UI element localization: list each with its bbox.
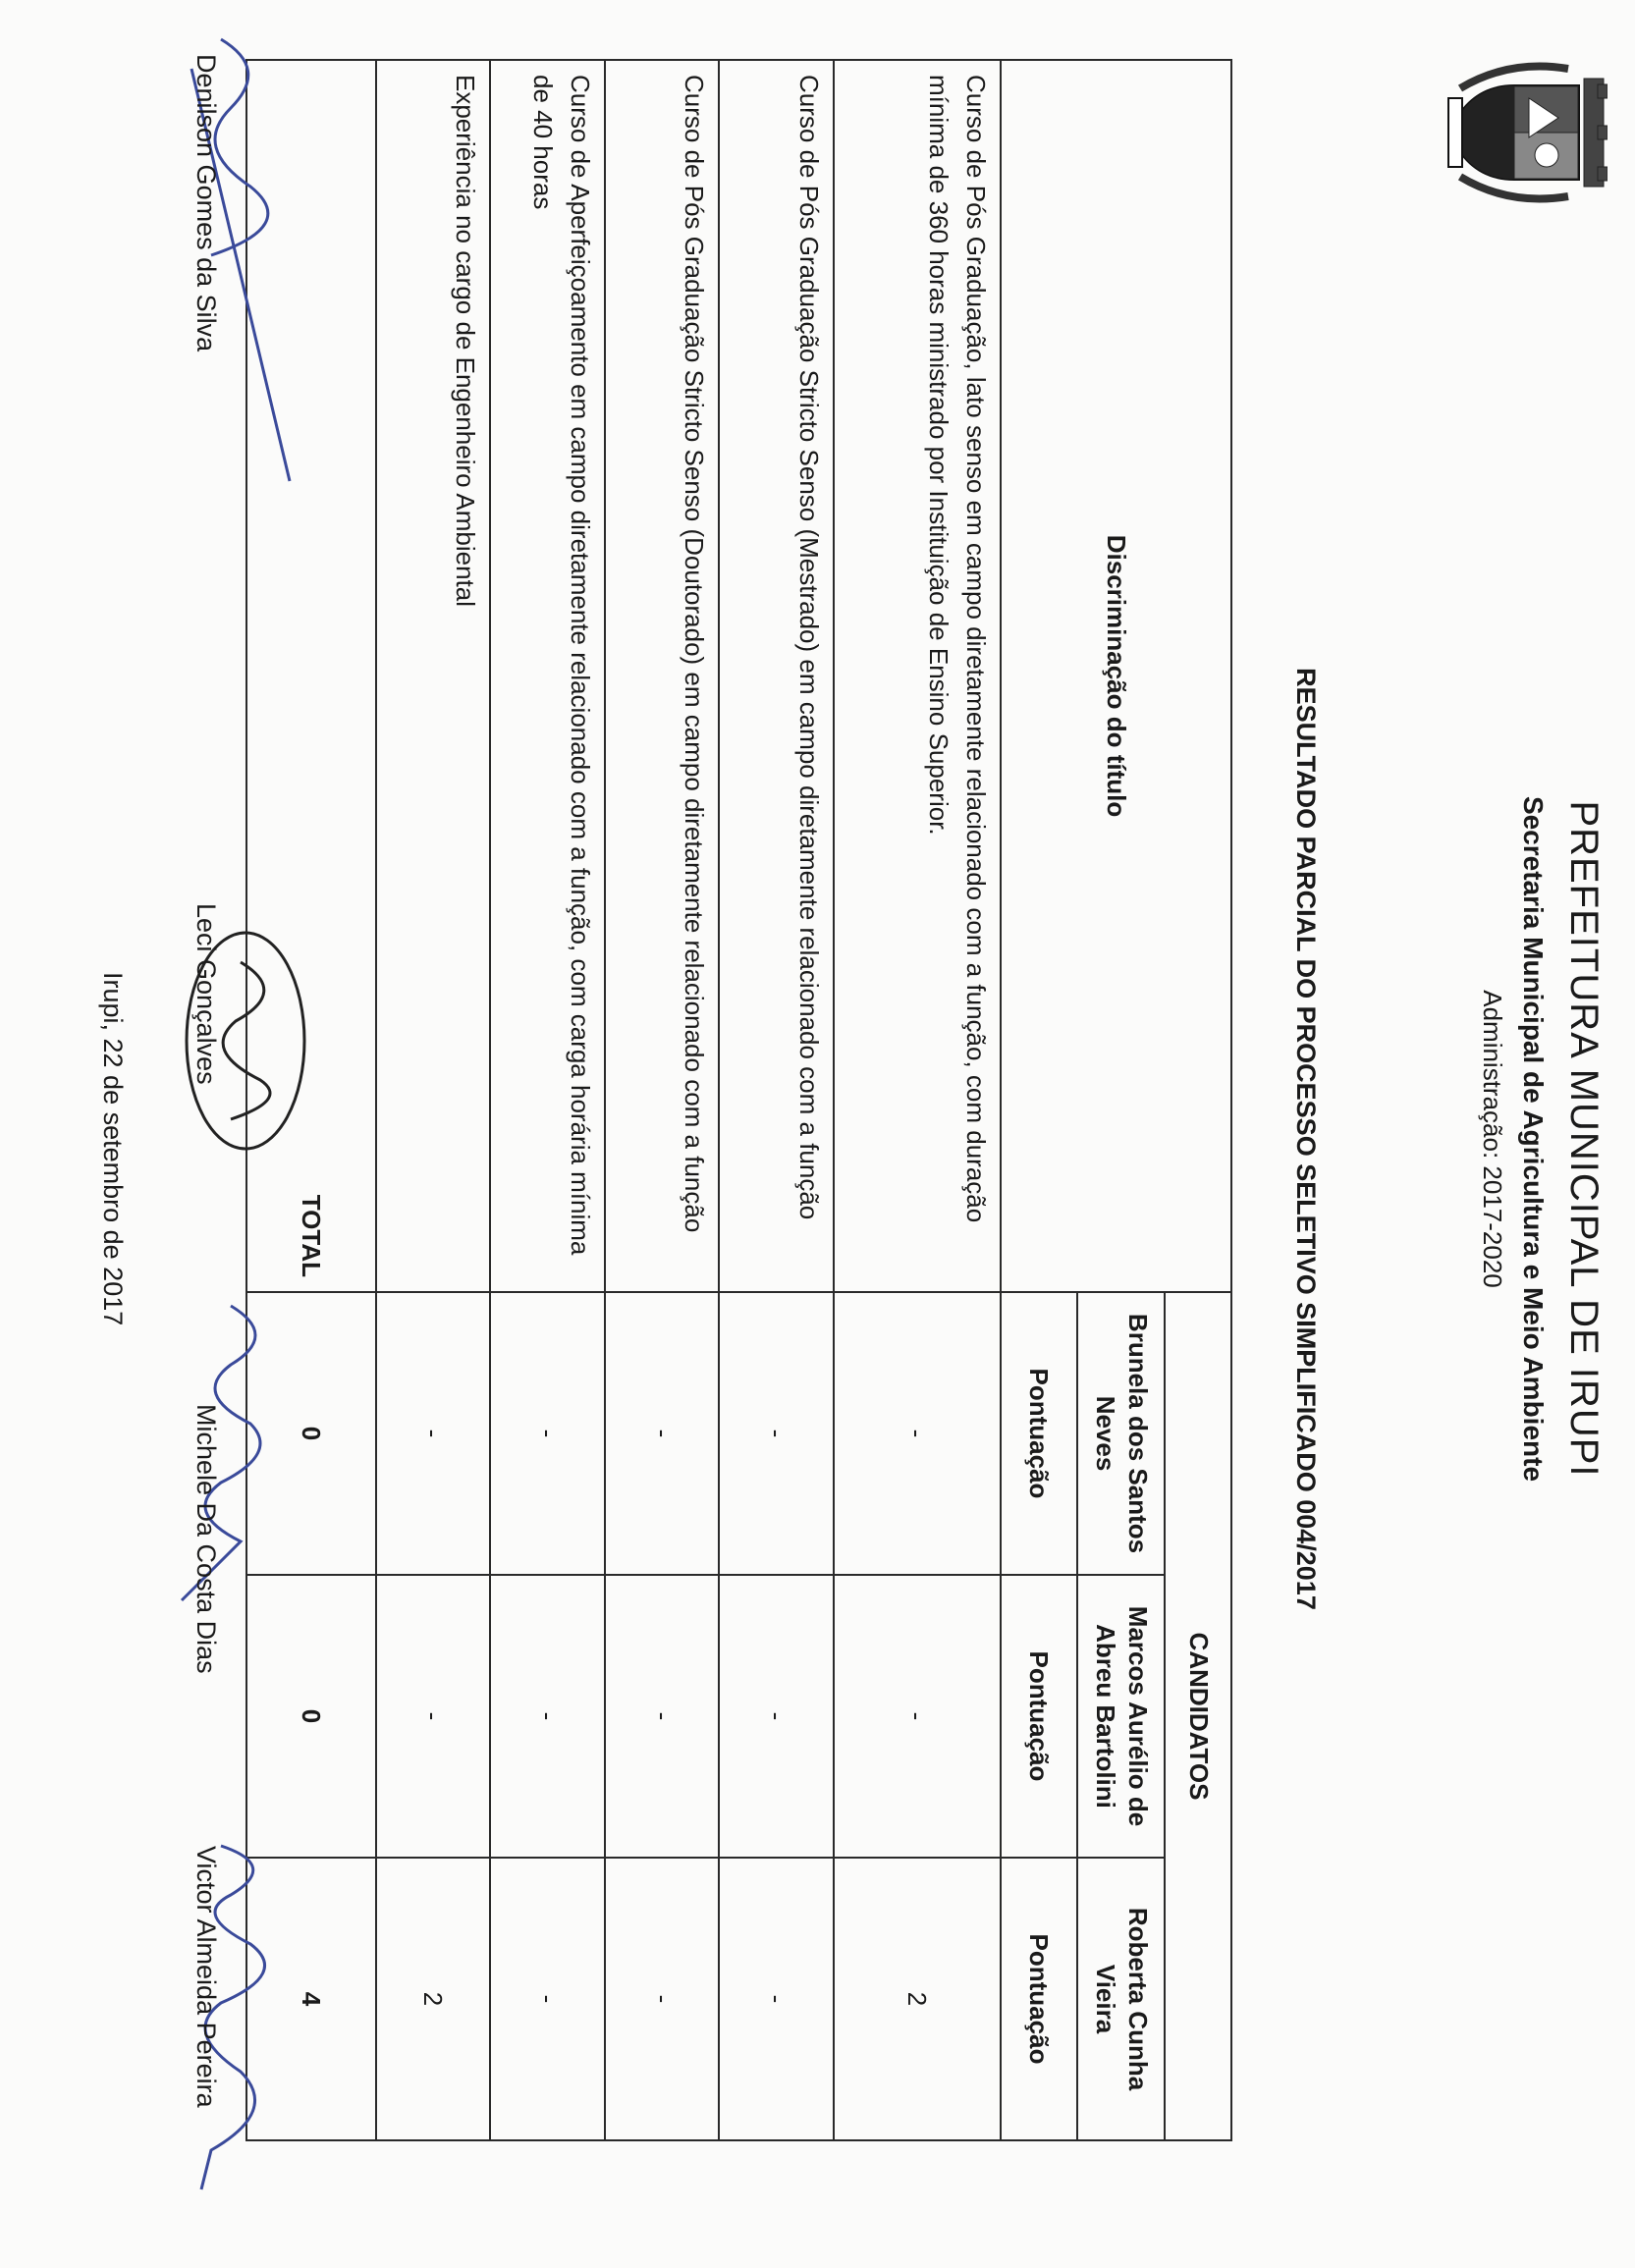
- signature-michele: [162, 1286, 300, 1610]
- place-and-date: Irupi, 22 de setembro de 2017: [98, 972, 128, 1326]
- signatory-name: Denilson Gomes da Silva: [191, 54, 221, 352]
- department-name: Secretaria Municipal de Agricultura e Meio Ambiente: [1518, 795, 1549, 1483]
- administration-period: Administração: 2017-2020: [1478, 990, 1507, 1288]
- score-cell: 2: [376, 1858, 491, 2140]
- table-row: [834, 60, 1001, 2140]
- municipal-crest-logo: [1441, 59, 1608, 206]
- signature-victor: [162, 1836, 300, 2209]
- criterion-cell: Curso de Aperfeiçoamento em campo diretamente relacionado com a função, com carga horária mínima de 40 horas: [490, 60, 605, 1292]
- score-cell: -: [490, 1858, 605, 2140]
- signature-denilson: [152, 29, 309, 491]
- score-cell: -: [376, 1292, 491, 1575]
- score-cell: -: [719, 1858, 834, 2140]
- signatory-name: Michele Da Costa Dias: [191, 1404, 221, 1674]
- score-header: Pontuação: [1001, 1292, 1077, 1575]
- document-title: RESULTADO PARCIAL DO PROCESSO SELETIVO SIMPLIFICADO 004/2017: [1291, 668, 1321, 1610]
- score-cell: -: [719, 1575, 834, 1858]
- table-row: [605, 60, 720, 2140]
- table-row: [490, 60, 605, 2140]
- criterion-cell: Curso de Pós Graduação Stricto Senso (Mestrado) em campo diretamente relacionado com a função: [719, 60, 834, 1292]
- score-cell: -: [834, 1292, 1001, 1575]
- score-cell: -: [490, 1575, 605, 1858]
- score-header: Pontuação: [1001, 1575, 1077, 1858]
- table-row: [719, 60, 834, 2140]
- score-cell: -: [834, 1575, 1001, 1858]
- total-label: TOTAL: [246, 60, 376, 1292]
- score-cell: -: [605, 1858, 720, 2140]
- criterion-cell: Experiência no cargo de Engenheiro Ambiental: [376, 60, 491, 1292]
- score-cell: 2: [834, 1858, 1001, 2140]
- score-header: Pontuação: [1001, 1858, 1077, 2140]
- organization-name: PREFEITURA MUNICIPAL DE IRUPI: [1562, 800, 1606, 1478]
- criterion-cell: Curso de Pós Graduação Stricto Senso (Doutorado) em campo diretamente relacionado com a função: [605, 60, 720, 1292]
- score-cell: -: [376, 1575, 491, 1858]
- signatory-name: Leci Gonçalves: [191, 903, 221, 1085]
- score-cell: -: [605, 1292, 720, 1575]
- candidates-header: CANDIDATOS: [1165, 1292, 1231, 2140]
- description-header: Discriminação do título: [1001, 60, 1231, 1292]
- total-score: 0: [246, 1575, 376, 1858]
- total-score: 0: [246, 1292, 376, 1575]
- candidate-name: Roberta Cunha Vieira: [1077, 1858, 1165, 2140]
- signatory-name: Victor Almeida Pereira: [191, 1846, 221, 2108]
- table-row: [376, 60, 491, 2140]
- results-table: [245, 59, 1232, 2141]
- candidate-name: Marcos Aurélio de Abreu Bartolini: [1077, 1575, 1165, 1858]
- candidate-name: Brunela dos Santos Neves: [1077, 1292, 1165, 1575]
- criterion-cell: Curso de Pós Graduação, lato senso em campo diretamente relacionado com a função, com duração mínima de 360 horas ministrado por Instituição de Ensino Superior.: [834, 60, 1001, 1292]
- score-cell: -: [490, 1292, 605, 1575]
- score-cell: -: [719, 1292, 834, 1575]
- score-cell: -: [605, 1575, 720, 1858]
- total-score: 4: [246, 1858, 376, 2140]
